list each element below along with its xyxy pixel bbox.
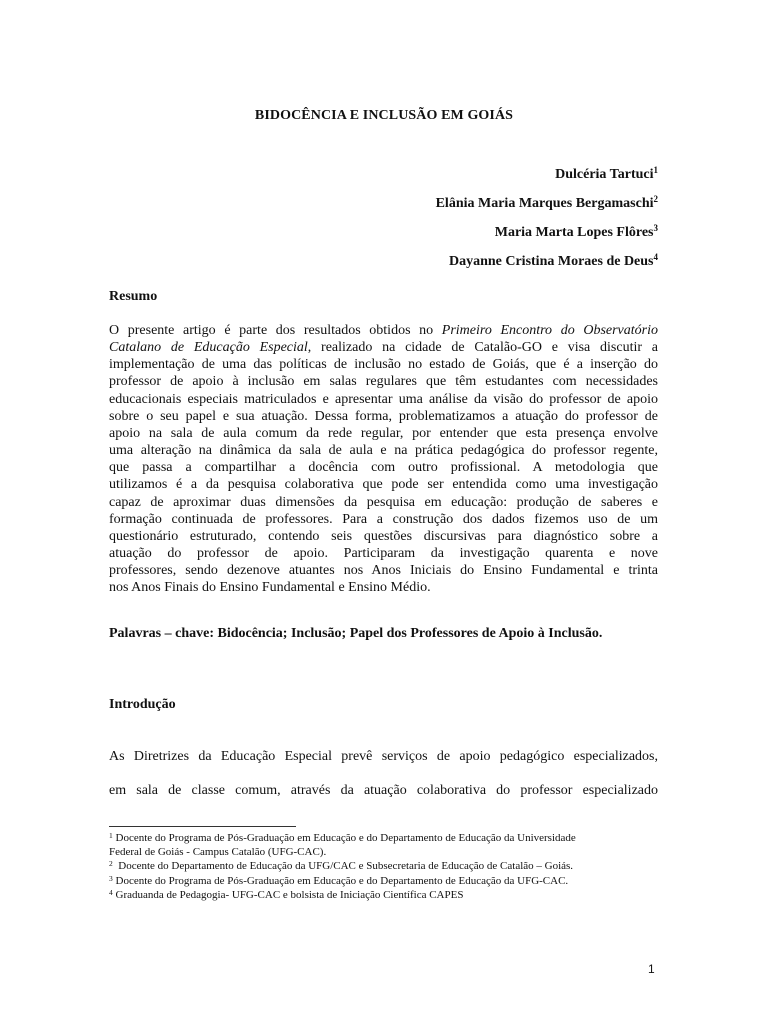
abstract-line: educacionais especiais matriculados e apresentar uma análise da visão do professor de apoio — [109, 391, 658, 407]
abstract-line: formação continuada de professores. Para a construção dos dados fizemos uso de um — [109, 511, 658, 527]
abstract-line: apoio na sala de aula comum da rede regular, por entender que esta presença envolve — [109, 425, 658, 441]
paper-title: BIDOCÊNCIA E INCLUSÃO EM GOIÁS — [254, 108, 514, 123]
page-number: 1 — [648, 962, 655, 976]
introduction-line: em sala de classe comum, através da atuação colaborativa do professor especializado — [109, 783, 658, 798]
author-4: Dayanne Cristina Moraes de Deus$^4$ — [448, 252, 658, 269]
abstract-line: Catalano de Educação Especial, realizado na cidade de Catalão-GO e visa discutir a — [109, 340, 658, 356]
author-2-footnote-mark: 2 — [653, 194, 658, 204]
abstract-line: uma alteração na dinâmica da sala de aula e na prática pedagógica do professor regente, — [109, 443, 658, 459]
abstract-line: que passa a compartilhar a docência com outro profissional. A metodologia que — [109, 460, 658, 476]
introduction-paragraph — [109, 740, 658, 808]
abstract-line: sobre o seu papel e sua atuação. Dessa forma, problematizamos a atuação do professor de — [109, 408, 658, 424]
abstract-line: atuação do professor de apoio. Participaram da investigação quarenta e nove — [109, 546, 658, 562]
footnote-3: $^3$ Docente do Programa de Pós-Graduação em Educação e do Departamento de Educação da UFG-CAC. — [109, 873, 569, 887]
abstract-paragraph — [109, 322, 658, 597]
author-list — [436, 160, 658, 276]
abstract-line: implementação de uma das políticas de inclusão no estado de Goiás, que é a inserção do — [109, 357, 658, 373]
footnote-4: $^4$ Graduanda de Pedagogia- UFG-CAC e bolsista de Iniciação Científica CAPES — [109, 887, 464, 901]
author-3: Maria Marta Lopes Flôres$^3$ — [494, 223, 658, 240]
author-3-footnote-mark: 3 — [653, 223, 658, 233]
footnote-separator — [109, 826, 296, 827]
abstract-line: professores, sendo dezenove atuantes nos Anos Iniciais do Ensino Fundamental e trinta — [109, 563, 658, 579]
abstract-line: O presente artigo é parte dos resultados obtidos no Primeiro Encontro do Observatório — [109, 323, 658, 338]
footnote-1-line-2: Federal de Goiás - Campus Catalão (UFG-CAC). — [109, 846, 327, 859]
author-1: Dulcéria Tartuci$^1$ — [555, 165, 658, 182]
abstract-heading: Resumo — [109, 289, 158, 304]
introduction-heading: Introdução — [109, 697, 176, 712]
keywords: Palavras – chave: Bidocência; Inclusão; Papel dos Professores de Apoio à Inclusão. — [109, 626, 603, 641]
abstract-line: utilizamos é a da pesquisa colaborativa que pode ser entendida como uma investigação — [109, 477, 658, 493]
abstract-line: questionário estruturado, contendo seis questões discursivas para diagnóstico sobre a — [109, 528, 658, 544]
footnote-1 — [109, 831, 664, 859]
footnotes — [109, 831, 664, 902]
author-4-footnote-mark: 4 — [653, 252, 658, 262]
footnote-1-line-1: $^1$ Docente do Programa de Pós-Graduação em Educação e do Departamento de Educação da Universidade — [109, 831, 576, 844]
abstract-line: professor de apoio à inclusão em salas regulares que têm estudantes com necessidades — [109, 374, 658, 390]
abstract-line: capaz de aproximar duas dimensões da pesquisa em educação: produção de saberes e — [109, 494, 658, 510]
introduction-line: As Diretrizes da Educação Especial prevê serviços de apoio pedagógico especializados, — [109, 749, 658, 764]
author-2: Elânia Maria Marques Bergamaschi$^2$ — [435, 194, 658, 211]
abstract-line: nos Anos Finais do Ensino Fundamental e Ensino Médio. — [109, 580, 431, 596]
footnote-2: $^2$ Docente do Departamento de Educação da UFG/CAC e Subsecretaria de Educação de Catalão – Goiás. — [109, 859, 574, 873]
author-1-footnote-mark: 1 — [653, 165, 658, 175]
